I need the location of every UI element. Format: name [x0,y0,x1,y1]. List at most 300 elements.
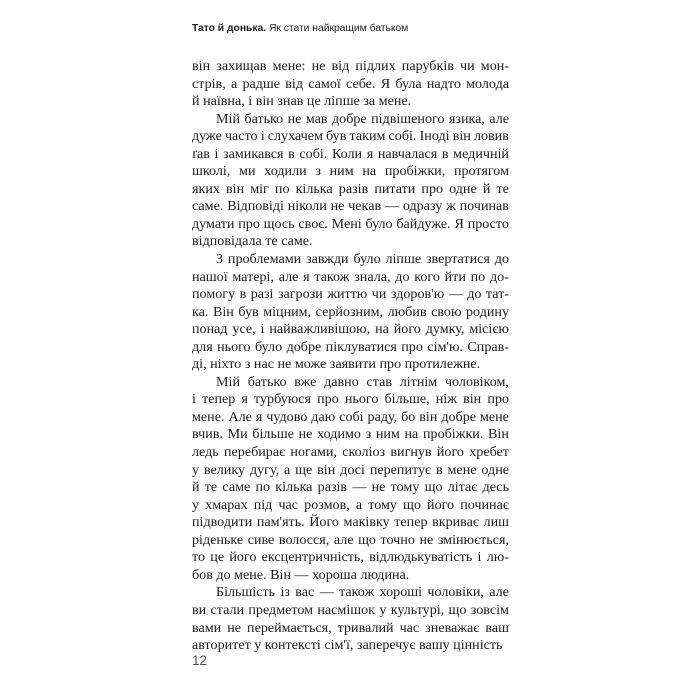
word: турбуюся [254,391,312,408]
word: його [427,496,455,513]
word: стрів, [192,75,226,92]
text-line [192,532,509,550]
word: — [384,198,400,215]
word: час [399,619,420,636]
word: пробіжки, [384,163,446,180]
word: одне [449,180,477,197]
word: час [278,496,299,513]
word: він [226,180,245,197]
word: він [463,391,482,408]
word: серйозним, [315,303,384,320]
word: Він [488,426,509,443]
text-line [192,163,509,181]
word: загрози [277,286,323,303]
word: не [298,426,313,443]
word: чоловіком, [444,373,509,390]
word: під [253,496,273,513]
word: Ми [227,426,248,443]
word: думати [192,215,235,232]
word: звертатися [425,251,490,268]
word: хмарах [205,496,248,513]
word: насмішок [317,601,376,618]
word: в [239,286,247,303]
word: в [441,145,449,162]
word: Мені [331,215,362,232]
word: у [192,461,200,478]
word: точно [380,531,415,548]
word: те [204,479,218,496]
word: здоров'ю [390,286,445,303]
text-line [192,181,509,199]
text-line [192,216,509,234]
paragraph [192,111,509,251]
text-line [192,444,509,462]
word: саме. [192,198,224,215]
word: у [379,601,387,618]
text-line [192,620,509,638]
text-line [192,479,509,497]
word: ексцентричність, [261,549,364,566]
word: від [285,75,303,92]
word: був [326,128,347,145]
word: йти [444,268,466,285]
word: вкриває [432,514,479,531]
word: раду, [367,408,398,425]
running-head [192,22,510,36]
word: молода [466,75,509,92]
word: мене [479,408,509,425]
word: нього [217,338,251,355]
word: навчалася [377,145,438,162]
word: проблемами [227,251,302,268]
word: нашої [192,268,228,285]
text-line: ді, ніхто з нас не може заявити про протилежне. [192,356,481,373]
word: я [255,408,263,425]
word: завжди [306,251,349,268]
word: своє. [298,215,328,232]
word: мене [447,461,477,478]
text-line [192,391,509,409]
word: не [287,110,302,127]
word: найважливішою, [269,321,371,338]
word: ніколи [287,198,327,215]
word: ж [446,198,456,215]
word: знала, [354,268,391,285]
word: ви [192,601,207,618]
word: але [489,584,509,601]
word: матері, [232,268,274,285]
word: про [421,180,444,197]
word: Він [212,303,234,320]
word: ка. [192,303,209,320]
word: собі. [388,128,417,145]
word: себе. [346,75,376,92]
word: — [352,479,367,496]
word: пробіжки. [422,426,484,443]
word: розмов, [304,496,350,513]
word: була [395,75,422,92]
word: й [482,180,491,197]
word: дуже [192,128,222,145]
paragraph [192,58,509,111]
word: родину [466,303,509,320]
word: ногами, [290,444,338,461]
text-line [192,602,509,620]
word: ріденьке [192,531,244,548]
word: нього [344,391,379,408]
word: таким [349,128,386,145]
text-line [192,76,509,94]
word: до [494,251,509,268]
word: протягом [453,163,509,180]
word: не [330,198,345,215]
word: змінюється, [437,531,509,548]
word: на [404,426,419,443]
word: але [278,268,299,285]
word: Я [454,215,464,232]
word: предметом [248,601,314,618]
word: не [371,479,386,496]
word: місією [469,321,509,338]
word: було [255,338,283,355]
text-line [192,409,509,427]
paragraph [192,251,509,374]
word: Більшість [216,584,276,601]
word: до- [489,268,509,285]
text-line: відповідала те саме. [192,233,313,250]
word: що [424,479,443,496]
word: байдуже. [396,215,451,232]
word: сиве [247,531,275,548]
text-line [192,198,509,216]
word: питати [374,180,416,197]
word: культурі, [390,601,445,618]
word: батько [247,373,287,390]
word: про [487,391,509,408]
word: сколіоз [342,444,386,461]
word: хороші [379,584,423,601]
word: перепитує [369,461,432,478]
word: любив [387,303,427,320]
word: вами [192,619,222,636]
word: добре [441,408,477,425]
word: він [452,128,471,145]
word: тепер [202,391,236,408]
word: про [401,338,423,355]
word: — [319,584,334,601]
word: ходили [264,163,307,180]
text-line [192,549,509,567]
word: ваш [485,619,509,636]
word: мене: [272,58,306,74]
word: вигнув [390,444,432,461]
word: в [288,145,295,162]
word: самої [308,75,341,92]
word: він [317,461,336,478]
word: добре [332,110,367,127]
word: пам'ять. [256,514,305,531]
word: ним [329,163,354,180]
word: медичній [453,145,509,162]
word: лиш [483,514,509,531]
word: собі [339,408,364,425]
running-head-book-title: Тато й донька. [192,23,267,34]
word: вже [294,373,317,390]
word: ним [375,426,400,443]
word: мон- [480,58,509,74]
word: я [241,391,248,408]
word: лю- [486,549,509,566]
word: зневажає [425,619,480,636]
text-line [192,269,509,287]
word: — [448,286,463,303]
word: ходимо [317,426,361,443]
word: думку, [425,321,465,338]
text-line [192,584,509,602]
word: літає [447,479,478,496]
word: досі [340,461,365,478]
word: чекав [348,198,382,215]
text-line [192,251,509,269]
word: у [192,496,200,513]
word: ґав [192,145,210,162]
word: кілька [295,180,333,197]
word: але [489,110,509,127]
word: даю [311,408,336,425]
page-number: 12 [192,653,208,668]
word: від [331,58,350,74]
word: язика, [448,110,485,127]
word: сім'ю. [427,338,463,355]
word: з [315,163,321,180]
word: саме [222,479,251,496]
word: ліпше [385,251,422,268]
word: маківку [343,514,390,531]
text-line [192,462,509,480]
paragraph [192,374,509,585]
word: але [333,531,354,548]
word: і [477,549,482,566]
word: мав [305,110,328,127]
word: Відповіді [227,198,284,215]
word: чи [371,286,387,303]
word: також [339,584,375,601]
word: тат- [485,286,509,303]
word: замикався [223,145,284,162]
word: мене. [192,408,225,425]
word: Я [380,75,391,92]
text-line [192,497,509,515]
word: про [238,215,260,232]
text-line: авторитет у контексті сім'ї, заперечує вашу цінність [192,637,503,654]
word: не [311,58,326,74]
word: також [314,268,350,285]
word: Але [228,408,252,425]
word: Мій [216,373,240,390]
word: часто [224,128,258,145]
word: що [403,496,421,513]
word: те [496,180,509,197]
word: волосся, [278,531,330,548]
word: він [192,58,211,74]
word: він [419,408,438,425]
word: бо [401,408,416,425]
word: одне [481,461,509,478]
word: переймається, [247,619,332,636]
word: починає [460,496,509,513]
word: з [365,426,372,443]
word: вас [295,584,315,601]
word: його [436,444,464,461]
word: понад [192,321,228,338]
word: свою [431,303,462,320]
word: по [470,268,486,285]
word: кілька [275,479,313,496]
word: хребет [469,444,509,461]
word: ще [295,461,313,478]
word: слухачем [267,128,323,145]
word: ніж [435,391,457,408]
body-text [192,58,509,655]
word: до [395,268,410,285]
word: ловив [473,128,509,145]
text-line: бов до мене. Він — хороша людина. [192,566,410,583]
word: разів [317,479,348,496]
word: піклуватися [325,338,397,355]
word: я [303,268,310,285]
word: із [280,584,290,601]
text-line [192,111,509,129]
word: батько [244,110,284,127]
paragraph [192,584,509,654]
word: кого [414,268,440,285]
word: тепер [394,514,428,531]
text-line [192,321,509,339]
word: міг [250,180,269,197]
word: й [192,479,200,496]
running-head-subtitle: Як стати найкращим батьком [266,23,409,34]
word: добре [286,338,322,355]
word: до [467,286,482,303]
word: було [353,251,381,268]
word: давно [324,373,359,390]
word: собі. [299,145,328,162]
word: і [192,391,196,408]
word: на [362,163,377,180]
word: тому [368,496,397,513]
word: його [229,549,257,566]
text-line [192,514,509,532]
word: Мій [216,110,240,127]
word: по [274,180,290,197]
word: тривалий [337,619,394,636]
word: захищав [216,58,267,74]
word: просто [467,215,509,232]
text-line [192,58,509,76]
word: в [435,461,443,478]
word: це [210,549,225,566]
word: на [375,321,389,338]
word: і [214,145,219,162]
word: вчив. [192,426,223,443]
word: став [366,373,392,390]
word: разі [250,286,274,303]
word: дугу, [249,461,280,478]
word: підводити [192,514,253,531]
word: усе, [232,321,256,338]
word: починав [459,198,509,215]
word: чоловіки, [427,584,484,601]
word: а [230,75,238,92]
word: ми [239,163,256,180]
word: школі, [192,163,231,180]
word: життю [327,286,368,303]
word: Справ- [467,338,509,355]
word: парубків [401,58,454,74]
word: десь [482,479,509,496]
word: і [260,128,265,145]
word: про [317,391,339,408]
word: відлюдькуватість [369,549,473,566]
word: щось [263,215,295,232]
word: Іноді [419,128,450,145]
word: радше [242,75,281,92]
word: було [365,215,393,232]
word: яких [192,180,220,197]
word: міцним, [263,303,312,320]
word: тому [390,479,420,496]
word: зовсім [470,601,509,618]
word: по [255,479,271,496]
word: велику [203,461,246,478]
word: не [419,531,434,548]
word: більше [252,426,294,443]
word: чи [460,58,475,74]
text-line [192,426,509,444]
word: для [192,338,213,355]
word: стали [210,601,245,618]
word: ледь [192,444,219,461]
word: що [358,531,376,548]
text-line [192,146,509,164]
word: а [284,461,291,478]
word: то [192,549,206,566]
text-line [192,374,509,392]
text-line [192,286,509,304]
text-line [192,339,509,357]
word: З [216,251,224,268]
text-line [192,304,509,322]
word: а [355,496,363,513]
word: не [227,619,242,636]
word: перебирає [223,444,286,461]
word: я [366,145,374,162]
word: Його [309,514,339,531]
text-line: й наївна, і він знав це ліпше за мене. [192,93,412,110]
word: одразу [402,198,443,215]
word: Коли [331,145,363,162]
word: разів [338,180,369,197]
word: був [238,303,259,320]
word: літнім [399,373,438,390]
word: більше, [384,391,430,408]
word: помогу [192,286,236,303]
word: надто [426,75,461,92]
word: його [393,321,421,338]
word: що [448,601,467,618]
word: підвішеного [371,110,445,127]
word: підлих [355,58,396,74]
